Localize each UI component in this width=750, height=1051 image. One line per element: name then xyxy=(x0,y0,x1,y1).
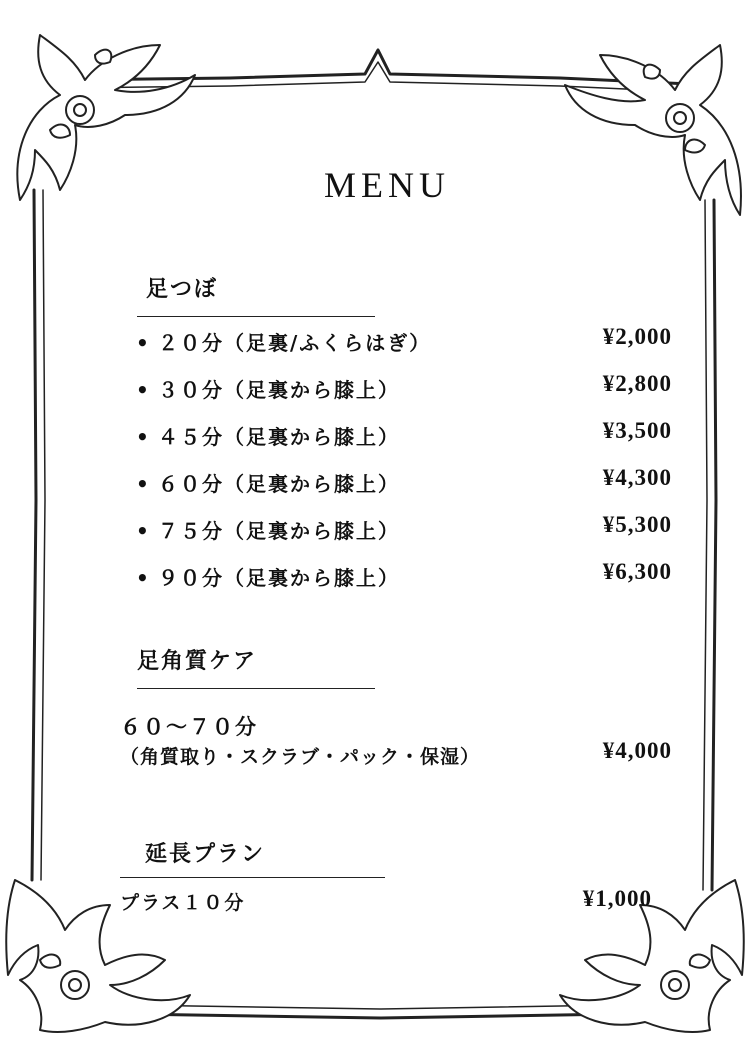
menu-item-price: ¥4,300 xyxy=(602,465,672,490)
section-title-foot-reflexology: 足つぼ xyxy=(146,277,219,302)
bullet-icon: • xyxy=(136,331,151,355)
section-title-callus-care: 足角質ケア xyxy=(137,649,258,674)
menu-item xyxy=(136,374,400,403)
menu-item-label: プラス１０分 xyxy=(120,892,246,914)
bullet-icon: • xyxy=(136,378,151,402)
menu-item-price: ¥6,300 xyxy=(602,559,672,584)
bullet-icon: • xyxy=(136,566,151,590)
menu-item xyxy=(136,468,400,497)
menu-item-price: ¥4,000 xyxy=(602,738,672,763)
section-divider xyxy=(120,877,385,878)
menu-item-label: ２０分（足裏/ふくらはぎ） xyxy=(158,331,432,355)
menu-item xyxy=(136,327,431,356)
bullet-icon: • xyxy=(136,425,151,449)
menu-item-label: ３０分（足裏から膝上） xyxy=(158,378,400,402)
menu-item xyxy=(136,515,400,544)
menu-item-price: ¥2,000 xyxy=(602,324,672,349)
menu-item-label: ９０分（足裏から膝上） xyxy=(158,566,400,590)
section-title-extension-plan: 延長プラン xyxy=(145,842,266,867)
menu-item-detail: （角質取り・スクラブ・パック・保湿） xyxy=(120,746,481,768)
menu-item-label: ６０分（足裏から膝上） xyxy=(158,472,400,496)
bullet-icon: • xyxy=(136,519,151,543)
menu-item-price: ¥2,800 xyxy=(602,371,672,396)
bullet-icon: • xyxy=(136,472,151,496)
menu-item xyxy=(136,421,400,450)
section-divider xyxy=(137,316,375,317)
menu-item-label: ４５分（足裏から膝上） xyxy=(158,425,400,449)
menu-item-price: ¥5,300 xyxy=(602,512,672,537)
menu-item-price: ¥3,500 xyxy=(602,418,672,443)
menu-item-label: ７５分（足裏から膝上） xyxy=(158,519,400,543)
section-divider xyxy=(137,688,375,689)
menu-item-price: ¥1,000 xyxy=(582,886,652,911)
menu-item xyxy=(136,562,400,591)
menu-item-label: ６０～７０分 xyxy=(120,715,258,739)
menu-title: MENU xyxy=(324,165,450,205)
